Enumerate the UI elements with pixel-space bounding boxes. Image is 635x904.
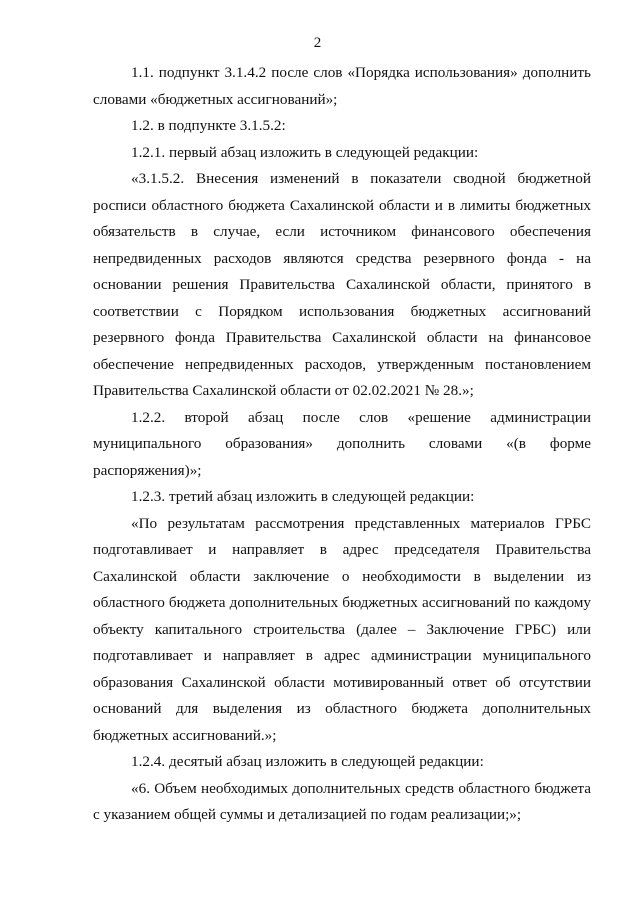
document-body	[93, 60, 591, 829]
page-number: 2	[313, 35, 322, 51]
paragraph-quote-grbs: «По результатам рассмотрения представленных материалов ГРБС подготавливает и направляет в адрес председателя Правительства Сахалинской области заключение о необходимости в выделении из областного бюджета дополнительных бюджетных ассигнований по каждому объекту капитального строительства (далее – Заключение ГРБС) или подготавливает и направляет в адрес администрации муниципального образования Сахалинской области мотивированный ответ об отсутствии оснований для выделения из областного бюджета дополнительных бюджетных ассигнований.»;	[93, 514, 591, 744]
paragraph-1-2-3: 1.2.3. третий абзац изложить в следующей редакции:	[131, 488, 475, 505]
paragraph-1-2-2: 1.2.2. второй абзац после слов «решение администрации муниципального образования» дополнить словами «(в форме распоряжения)»;	[93, 408, 591, 479]
paragraph-1-2: 1.2. в подпункте 3.1.5.2:	[131, 117, 286, 134]
paragraph-1-2-1: 1.2.1. первый абзац изложить в следующей редакции:	[131, 143, 479, 161]
paragraph-quote-3-1-5-2: «3.1.5.2. Внесения изменений в показатели сводной бюджетной росписи областного бюджета Сахалинской области и в лимиты бюджетных обязательств в случае, если источником финансового обеспечения непредвиденных расходов являются средства резервного фонда - на основании решения Правительства Сахалинской области, принятого в соответствии с Порядком использования бюджетных ассигнований резервного фонда Правительства Сахалинской области на финансовое обеспечение непредвиденных расходов, утвержденным постановлением Правительства Сахалинской области от 02.02.2021 № 28.»;	[93, 170, 591, 399]
paragraph-quote-6: «6. Объем необходимых дополнительных средств областного бюджета с указанием общей суммы и детализацией по годам реализации;»;	[93, 779, 591, 823]
paragraph-1-1: 1.1. подпункт 3.1.4.2 после слов «Порядка использования» дополнить словами «бюджетных ассигнований»;	[93, 64, 591, 108]
paragraph-1-2-4: 1.2.4. десятый абзац изложить в следующей редакции:	[131, 753, 484, 770]
